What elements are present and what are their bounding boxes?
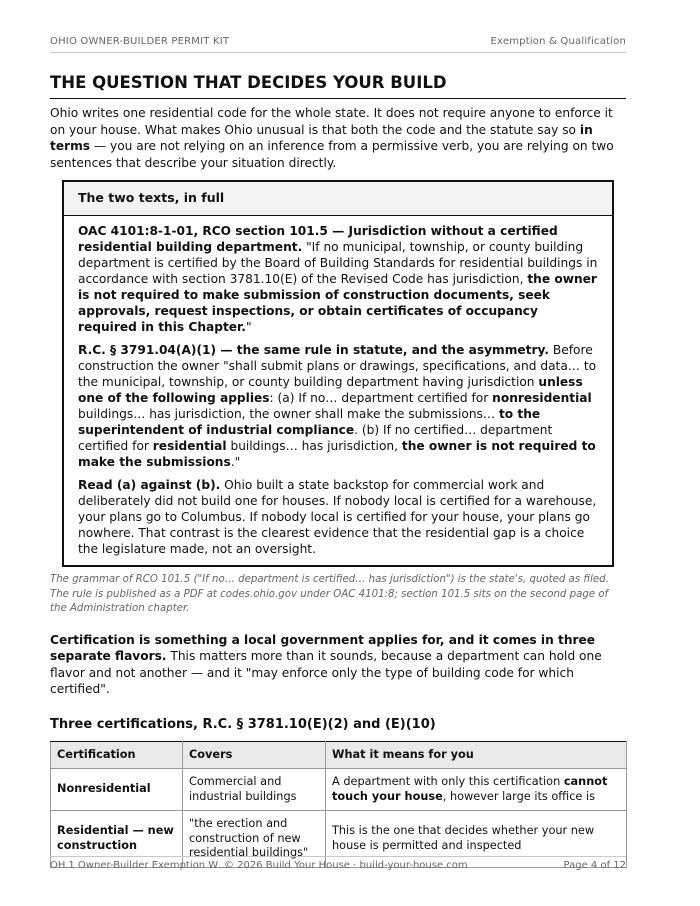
rc-emph-1: unless one of the following applies xyxy=(78,375,583,405)
meaning-emphasis: cannot touch your house xyxy=(332,775,608,803)
certification-text: This matters more than it sounds, because a department can hold one flavor and not another — and it "may enforce only the type of building code for which certified". xyxy=(50,649,602,696)
rco-quote: "If no municipal, township, or county building department is certified by the Board of Building Standards for residential buildings in accordance with section 3781.10(E) of the Revised Code has jurisdiction, xyxy=(78,240,598,286)
rc-text-3: buildings… has jurisdiction, the owner shall make the submissions… xyxy=(78,407,499,421)
section-heading: THE QUESTION THAT DECIDES YOUR BUILD xyxy=(50,72,626,99)
cert-cell: Residential — new construction xyxy=(51,811,183,868)
rc-text-5: buildings… has jurisdiction, xyxy=(226,439,402,453)
table-row xyxy=(51,769,627,811)
rc-3791-paragraph xyxy=(78,342,598,470)
covers-cell: "the erection and construction of new residential buildings" xyxy=(183,811,326,868)
box-title: The two texts, in full xyxy=(64,182,612,216)
header-right: Exemption & Qualification xyxy=(490,36,626,47)
footer-rule xyxy=(50,856,626,857)
column-header: Covers xyxy=(183,741,326,769)
page-footer xyxy=(50,860,626,876)
rc-citation: R.C. § 3791.04(A)(1) — the same rule in statute, and the asymmetry. xyxy=(78,343,549,357)
rc-text-2: : (a) If no… department certified for xyxy=(269,391,493,405)
footer-copyright: © 2026 Build Your House · build-your-house.com xyxy=(224,860,468,871)
main-content xyxy=(50,72,626,868)
certifications-table xyxy=(50,741,627,868)
page-header xyxy=(50,36,626,52)
meaning-cell xyxy=(326,769,627,811)
box-body xyxy=(64,216,612,565)
rc-emph-4: residential xyxy=(152,439,227,453)
footer-doc-title: OH.1 Owner-Builder Exemption W… xyxy=(50,860,229,871)
rco-quote-emphasis: the owner is not required to make submission of construction documents, seek approvals, request inspections, or obtain certificates of occupancy required in this Chapter. xyxy=(78,272,597,334)
rc-emph-3: to the superintendent of industrial compliance xyxy=(78,407,541,437)
certification-lead: Certification is something a local government applies for, and it comes in three separate flavors. xyxy=(50,632,596,663)
meaning-text-end: , however large its office is xyxy=(442,789,595,803)
column-header: What it means for you xyxy=(326,741,627,769)
table-row xyxy=(51,811,627,868)
intro-text: Ohio writes one residential code for the whole state. It does not require anyone to enforce it on your house. What makes Ohio unusual is that both the code and the statute say so xyxy=(50,106,613,137)
caption-note: The grammar of RCO 101.5 ("If no… department is certified… has jurisdiction") is the state's, quoted as filed. The rule is published as a PDF at codes.ohio.gov under OAC 4101:8; section 101.5 sits on the second page of the Administration chapter. xyxy=(50,574,609,614)
cert-cell: Nonresidential xyxy=(51,769,183,811)
rc-text-1: Before construction the owner "shall submit plans or drawings, specifications, and data… to the municipal, township, or county building department having jurisdiction xyxy=(78,343,597,389)
meaning-cell: This is the one that decides whether your new house is permitted and inspected xyxy=(326,811,627,868)
rco-quote-close: " xyxy=(245,320,252,334)
header-left: OHIO OWNER-BUILDER PERMIT KIT xyxy=(50,36,230,47)
header-rule xyxy=(50,52,626,53)
rc-text-4: . (b) If no certified… department certified for xyxy=(78,423,553,453)
two-texts-box xyxy=(62,180,614,567)
table-header-row xyxy=(51,741,627,769)
rco-101-5-paragraph xyxy=(78,223,598,335)
meaning-text: A department with only this certification xyxy=(332,775,564,788)
intro-emphasis: in terms xyxy=(50,122,593,153)
table-title: Three certifications, R.C. § 3781.10(E)(2) and (E)(10) xyxy=(50,716,436,732)
rco-citation: OAC 4101:8-1-01, RCO section 101.5 — Jurisdiction without a certified residential building department. xyxy=(78,224,558,254)
read-against-paragraph xyxy=(78,477,598,557)
read-against-text: Ohio built a state backstop for commercial work and deliberately did not build one for houses. If nobody local is certified for a warehouse, your plans go to Columbus. If nobody local is certified for your house, your plans go nowhere. That contrast is the clearest evidence that the residential gap is a choice the legislature made, not an oversight. xyxy=(78,478,597,556)
rc-text-6: ." xyxy=(230,455,241,469)
rc-emph-5: the owner is not required to make the submissions xyxy=(78,439,596,469)
intro-paragraph xyxy=(50,105,626,171)
footer-page-number: Page 4 of 12 xyxy=(563,860,626,871)
certification-paragraph xyxy=(50,632,626,698)
covers-cell: Commercial and industrial buildings xyxy=(183,769,326,811)
intro-text-end: — you are not relying on an inference from a permissive verb, you are relying on two sentences that describe your situation directly. xyxy=(50,139,614,170)
rc-emph-2: nonresidential xyxy=(492,391,592,405)
read-against-lead: Read (a) against (b). xyxy=(78,478,221,492)
column-header: Certification xyxy=(51,741,183,769)
